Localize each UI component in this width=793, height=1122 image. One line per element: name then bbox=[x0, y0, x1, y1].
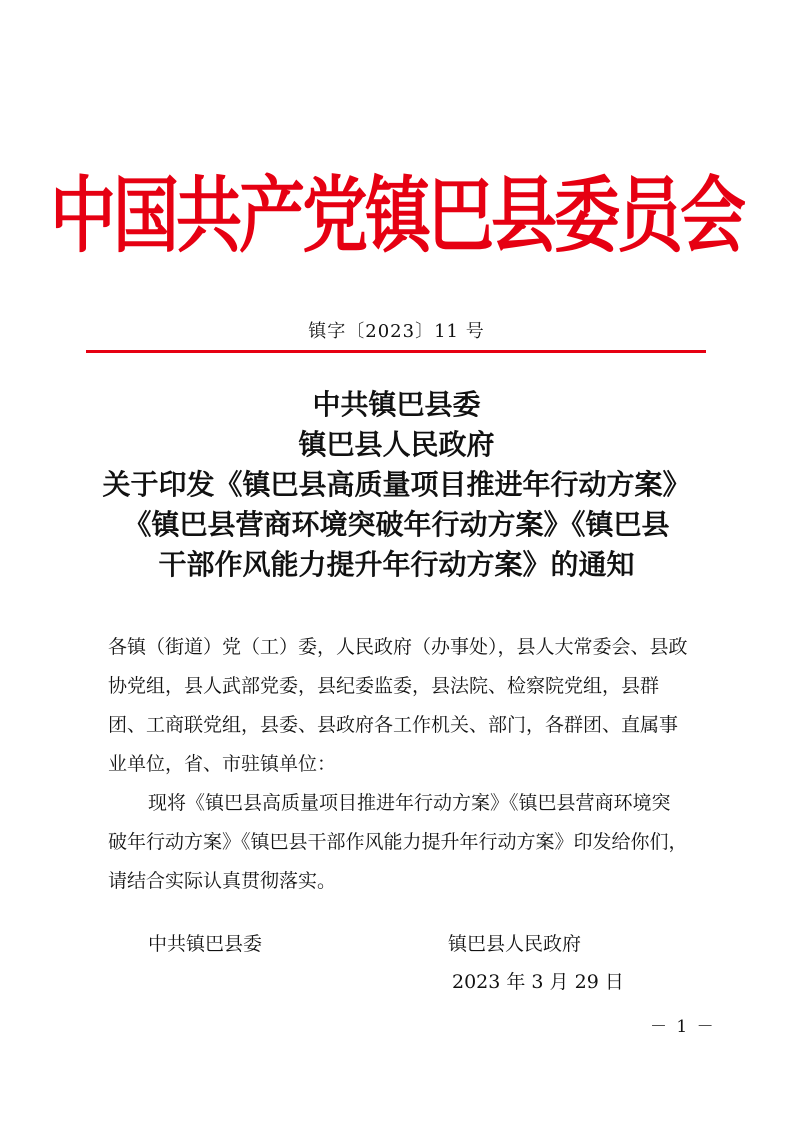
red-separator-rule bbox=[86, 350, 706, 353]
document-title bbox=[0, 385, 793, 585]
document-number: 镇字〔2023〕11 号 bbox=[308, 321, 485, 342]
document-body bbox=[108, 628, 688, 901]
title-line: 《镇巴县营商环境突破年行动方案》《镇巴县 bbox=[123, 508, 670, 541]
title-line: 中共镇巴县委 bbox=[312, 388, 481, 421]
page-number: － 1 － bbox=[650, 1017, 716, 1037]
title-line: 镇巴县人民政府 bbox=[298, 428, 495, 461]
salutation-paragraph: 各镇（街道）党（工）委，人民政府（办事处），县人大常委会、县政协党组，县人武部党委，县纪委监委，县法院、检察院党组，县群团、工商联党组，县委、县政府各工作机关、部门，各群团、直属事业单位，省、市驻镇单位： bbox=[108, 636, 688, 775]
signature-date: 2023 年 3 月 29 日 bbox=[452, 971, 624, 993]
title-line: 干部作风能力提升年行动方案》的通知 bbox=[158, 548, 635, 581]
body-paragraph: 现将《镇巴县高质量项目推进年行动方案》《镇巴县营商环境突破年行动方案》《镇巴县干部作风能力提升年行动方案》印发给你们，请结合实际认真贯彻落实。 bbox=[108, 792, 688, 892]
title-line: 关于印发《镇巴县高质量项目推进年行动方案》 bbox=[102, 468, 691, 501]
issuer-masthead: 中国共产党镇巴县委员会 bbox=[50, 167, 743, 264]
signature-party-committee: 中共镇巴县委 bbox=[148, 933, 263, 955]
signature-government: 镇巴县人民政府 bbox=[448, 933, 582, 955]
